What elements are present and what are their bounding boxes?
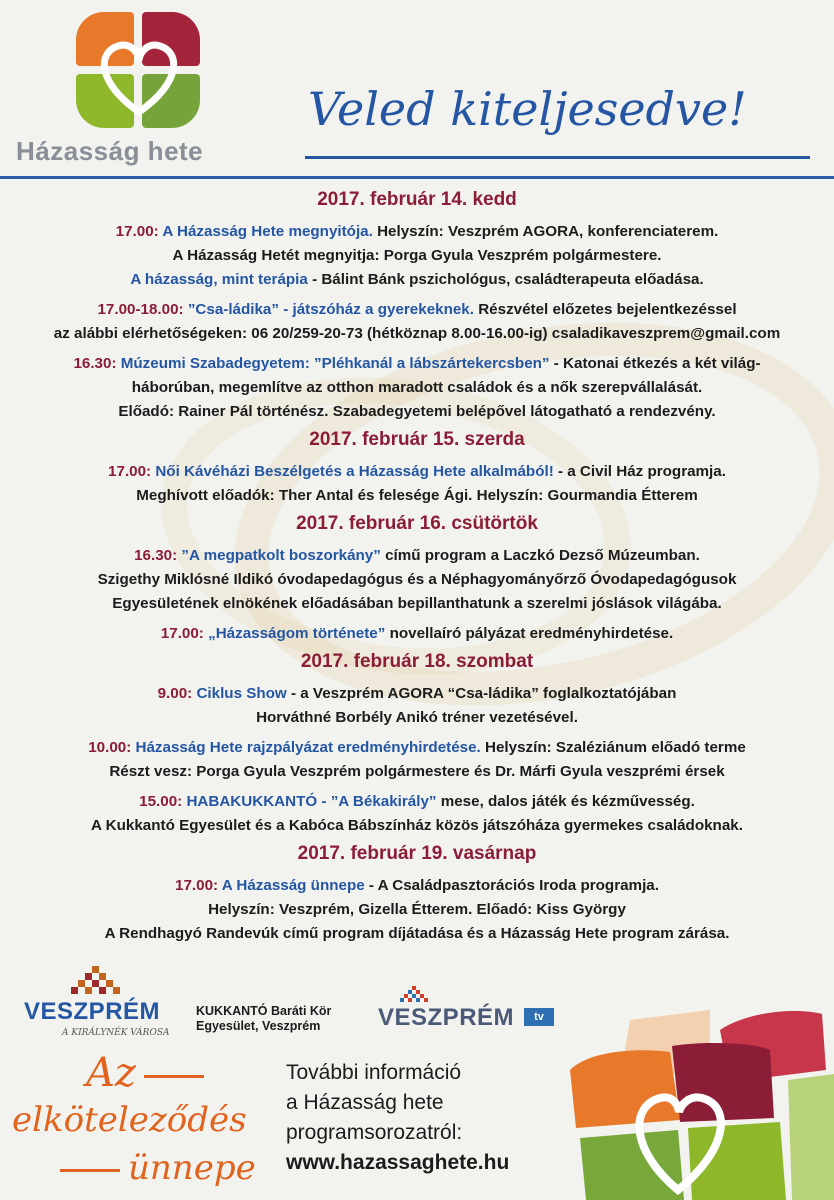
event-line	[0, 322, 834, 346]
more-info-line-1: További információ	[286, 1061, 462, 1084]
event-title: HABAKUKKANTÓ - ”A Békakirály”	[186, 793, 437, 810]
event-line	[0, 268, 834, 292]
event-text: Helyszín: Veszprém AGORA, konferenciaterem.	[372, 223, 719, 240]
event-line	[0, 400, 834, 424]
event-title: ”A megpatkolt boszorkány”	[181, 547, 381, 564]
hazassag-hete-logo	[76, 12, 202, 130]
event-block	[0, 544, 834, 616]
script-underline	[144, 1075, 204, 1078]
event-text: - a Veszprém AGORA “Csa-ládika” foglalkoztatójában	[286, 685, 677, 702]
event-block	[0, 298, 834, 346]
event-block	[0, 460, 834, 508]
event-block	[0, 220, 834, 292]
event-text: Részt vesz: Porga Gyula Veszprém polgármestere és Dr. Márfi Gyula veszprémi érsek	[109, 763, 725, 780]
event-time: 10.00:	[88, 739, 136, 756]
event-text: Részvétel előzetes bejelentkezéssel	[473, 301, 737, 318]
tv-badge: tv	[524, 1008, 554, 1026]
event-text: A Házasság Hetét megnyitja: Porga Gyula Veszprém polgármestere.	[172, 247, 662, 264]
veszprem-tv-wordmark: VESZPRÉM	[378, 1004, 515, 1031]
event-line	[0, 298, 834, 322]
event-line	[0, 874, 834, 898]
event-block	[0, 622, 834, 646]
event-text: Előadó: Rainer Pál történész. Szabadegyetemi belépővel látogatható a rendezvény.	[118, 403, 716, 420]
event-text: az alábbi elérhetőségeken: 06 20/259-20-73 (hétköznap 8.00-16.00-ig) csaladikaveszprem@gmail.com	[53, 325, 781, 342]
kukkanto-line-2: Egyesület, Veszprém	[196, 1019, 321, 1033]
event-line	[0, 682, 834, 706]
event-line	[0, 460, 834, 484]
checker-crown-small-icon	[396, 986, 436, 1002]
event-line	[0, 376, 834, 400]
slogan-underline	[305, 156, 810, 159]
event-title: Múzeumi Szabadegyetem: ”Pléhkanál a lábszártekercsben”	[120, 355, 550, 372]
script-title-line-3	[60, 1148, 256, 1188]
event-line	[0, 736, 834, 760]
checker-crown-icon	[64, 966, 134, 996]
event-line	[0, 760, 834, 784]
event-line	[0, 814, 834, 838]
veszprem-city-logo	[24, 966, 174, 1036]
event-text: Szigethy Miklósné Ildikó óvodapedagógus és a Néphagyományőrző Óvodapedagógusok	[97, 571, 737, 588]
day-heading: 2017. február 15. szerda	[309, 429, 525, 450]
script-word-unnepe: ünnepe	[128, 1148, 256, 1188]
event-time: 17.00:	[160, 625, 209, 642]
day-heading: 2017. február 14. kedd	[317, 189, 517, 210]
day-heading: 2017. február 18. szombat	[300, 651, 534, 672]
event-text: - a Civil Ház programja.	[553, 463, 726, 480]
website-link[interactable]: www.hazassaghete.hu	[286, 1151, 510, 1174]
day-heading: 2017. február 19. vasárnap	[297, 843, 537, 864]
event-text: Helyszín: Veszprém, Gizella Étterem. Előadó: Kiss György	[208, 901, 626, 918]
script-title-line-2: elköteleződés	[12, 1100, 247, 1140]
veszprem-tv-logo	[378, 986, 558, 1030]
event-line	[0, 790, 834, 814]
program-schedule	[0, 184, 834, 946]
event-title: ”Csa-ládika” - játszóház a gyerekeknek.	[187, 301, 474, 318]
more-info-line-3: programsorozatról:	[286, 1121, 463, 1144]
event-line	[0, 484, 834, 508]
heart-icon	[76, 12, 202, 130]
more-info-line-2: a Házasság hete	[286, 1091, 444, 1114]
event-time: 17.00:	[175, 877, 222, 894]
event-time: 16.30:	[134, 547, 182, 564]
event-title: A házasság, mint terápia	[130, 271, 308, 288]
event-text: háborúban, megemlítve az otthon maradott családok és a nők szerepvállalását.	[131, 379, 703, 396]
veszprem-tagline: A KIRÁLYNÉK VÁROSA	[62, 1028, 170, 1038]
event-time: 15.00:	[139, 793, 187, 810]
event-text: novellaíró pályázat eredményhirdetése.	[385, 625, 674, 642]
event-text: Helyszín: Szaléziánum előadó terme	[480, 739, 746, 756]
event-text: Egyesületének elnökének előadásában bepillanthatunk a szerelmi jóslások világába.	[112, 595, 722, 612]
event-title: A Házasság ünnepe	[221, 877, 365, 894]
event-title: Női Kávéházi Beszélgetés a Házasság Hete alkalmából!	[155, 463, 554, 480]
kukkanto-association	[196, 1004, 331, 1034]
event-title: „Házasságom története”	[208, 625, 386, 642]
event-title: A Házasság Hete megnyitója.	[162, 223, 373, 240]
event-line	[0, 622, 834, 646]
event-text: A Rendhagyó Randevúk című program díjátadása és a Házasság Hete program zárása.	[104, 925, 730, 942]
event-block	[0, 874, 834, 946]
day-heading: 2017. február 16. csütörtök	[296, 513, 538, 534]
event-block	[0, 736, 834, 784]
slogan: Veled kiteljesedve!	[308, 82, 747, 136]
event-block	[0, 352, 834, 424]
event-block	[0, 682, 834, 730]
event-text: A Kukkantó Egyesület és a Kabóca Bábszínház közös játszóháza gyermekes családoknak.	[91, 817, 743, 834]
script-underline	[60, 1169, 120, 1172]
event-line	[0, 898, 834, 922]
event-text: - Bálint Bánk pszichológus, családterapeuta előadása.	[307, 271, 704, 288]
event-time: 16.30:	[73, 355, 121, 372]
event-time: 17.00:	[108, 463, 156, 480]
event-time: 17.00:	[115, 223, 163, 240]
event-title: Házasság Hete rajzpályázat eredményhirdetése.	[135, 739, 481, 756]
event-time: 9.00:	[157, 685, 197, 702]
script-word-az: Az	[86, 1050, 136, 1096]
hazassag-hete-large-logo	[560, 1000, 834, 1200]
header-divider	[0, 176, 834, 179]
event-line	[0, 592, 834, 616]
event-line	[0, 244, 834, 268]
event-line	[0, 922, 834, 946]
kukkanto-line-1: KUKKANTÓ Baráti Kör	[196, 1004, 332, 1018]
event-line	[0, 568, 834, 592]
more-info-block	[286, 1058, 509, 1178]
brand-name: Házasság hete	[16, 136, 204, 166]
event-text: című program a Laczkó Dezső Múzeumban.	[380, 547, 700, 564]
veszprem-wordmark: VESZPRÉM	[24, 998, 161, 1025]
event-text: Meghívott előadók: Ther Antal és felesége Ági. Helyszín: Gourmandia Étterem	[136, 487, 698, 504]
script-title-line-1	[86, 1050, 204, 1096]
event-title: Ciklus Show	[196, 685, 287, 702]
event-text: Horváthné Borbély Anikó tréner vezetésével.	[256, 709, 578, 726]
event-line	[0, 706, 834, 730]
event-line	[0, 544, 834, 568]
event-block	[0, 790, 834, 838]
event-line	[0, 220, 834, 244]
event-text: - A Családpasztorációs Iroda programja.	[364, 877, 659, 894]
event-line	[0, 352, 834, 376]
event-text: - Katonai étkezés a két világ-	[549, 355, 761, 372]
event-time: 17.00-18.00:	[97, 301, 188, 318]
event-text: mese, dalos játék és kézművesség.	[436, 793, 695, 810]
